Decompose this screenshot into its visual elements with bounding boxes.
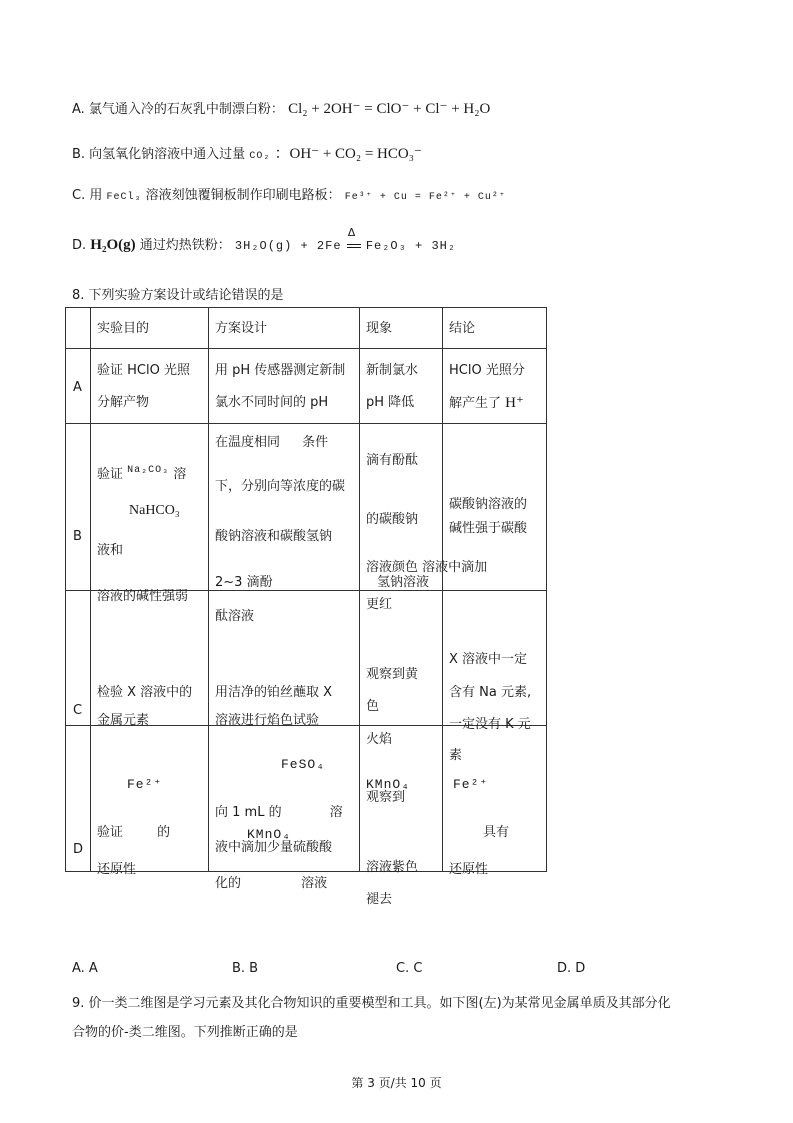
option-7c-fecl3: FeCl₃ [106,192,142,203]
row-c-phenomenon-3: 火焰 [366,732,393,747]
row-d-design-feso4: FeSO₄ [281,757,326,772]
row-b-purpose-1 [97,467,186,485]
row-a-conclusion-2-text: 解产生了 [449,396,502,411]
row-d-design-1a: 向 1 mL 的 [215,805,282,820]
row-a-purpose-2: 分解产物 [97,395,150,410]
row-a-phenomenon-2: pH 降低 [366,395,415,410]
row-b-purpose-solution: 溶 [173,467,187,482]
row-c-conclusion-4: 素 [449,748,463,763]
option-7b [72,142,422,163]
row-d-phenomenon-3: 褪去 [366,892,393,907]
row-c-label: C [73,703,83,718]
row-a-phenomenon-1: 新制氯水 [366,363,419,378]
row-d-design-4a: 化的 [215,876,242,891]
row-c-purpose-1: 检验 X 溶液中的 [97,685,193,700]
row-b-design-1a: 在温度相同 [215,435,281,450]
choice-c[interactable]: C. C [396,961,423,976]
option-7d-arrow [346,226,362,253]
row-b-phenomenon-2: 的碳酸钠 [366,512,419,527]
row-c-conclusion-2: 含有 Na 元素, [449,685,532,700]
row-d-label: D [73,842,84,857]
row-b-design-4: 酸钠溶液和碳酸氢钠 [215,529,333,544]
row-b-design-6: 酞溶液 [215,609,255,624]
row-d-design-4 [215,876,327,892]
row-b-label: B [73,529,82,544]
row-d-purpose-3: 还原性 [97,862,137,877]
option-7c-text: C. 用 [72,188,103,203]
row-b-phenomenon-5: 更红 [366,597,393,612]
header-phenomenon: 现象 [366,321,393,336]
row-a-conclusion-1: HClO 光照分 [449,363,525,378]
row-b-phenomenon-3: 溶液颜色 溶液中滴加 [366,560,488,575]
row-b-purpose-3: 液和 [97,543,124,558]
option-7d [72,226,457,254]
row-a-design-1: 用 pH 传感器测定新制 [215,363,346,378]
option-7b-text: B. 向氢氧化钠溶液中通入过量 [72,147,246,162]
option-7d-formula-right: Fe₂O₃ + 3H₂ [365,239,457,253]
option-7b-formula: ：OH⁻ + CO₂ = HCO₃⁻ [274,146,422,162]
option-7a-formula: Cl₂ + 2OH⁻ = ClO⁻ + Cl⁻ + H₂O [288,101,491,117]
row-b-phenomenon-4: 氢钠溶液 [377,575,430,590]
row-b-purpose-nahco3: NaHCO₃ [129,503,180,518]
option-7a [72,98,490,118]
choice-d[interactable]: D. D [557,961,586,976]
option-7a-text: A. 氯气通入冷的石灰乳中制漂白粉： [72,102,284,117]
page-footer: 第 3 页/共 10 页 [351,1076,442,1090]
option-7b-co2: CO₂ [249,151,271,162]
row-c-phenomenon-2: 色 [366,699,380,714]
row-d-design-1 [215,805,343,821]
option-7d-formula-left: 3H₂O(g) + 2Fe [234,239,342,253]
row-b-design-1 [215,435,328,451]
row-b-design-1b: 条件 [302,435,329,450]
delta-symbol: Δ [347,226,356,239]
row-d-purpose-verify: 验证 [97,825,124,840]
row-d-purpose-ion: Fe²⁺ [127,777,163,792]
question-9-line-1: 9. 价一类二维图是学习元素及其化合物知识的重要模型和工具。如下图(左)为某常见金属单质及其部分化 [72,996,671,1011]
row-d-conclusion-1: 具有 [483,825,510,840]
header-purpose: 实验目的 [97,321,150,336]
row-d-purpose-1 [97,825,170,841]
experiment-table [65,307,547,907]
row-d-phenomenon-1: 观察到 [366,790,406,805]
option-7d-prefix: D. [72,238,87,253]
row-d-conclusion-2: 还原性 [449,862,489,877]
option-7d-h2o: H₂O(g) [90,237,136,253]
choice-a[interactable]: A. A [72,961,98,976]
row-b-conclusion-2: 碱性强于碳酸 [449,521,528,536]
row-c-conclusion-3: 一定没有 K 元 [449,717,531,732]
option-7c-formula: Fe³⁺ + Cu = Fe²⁺ + Cu²⁺ [344,192,506,203]
row-d-phenomenon-kmno4: KMnO₄ [366,777,411,792]
row-c-design-1: 用洁净的铂丝蘸取 X [215,685,333,700]
row-b-design-3: 下，分别向等浓度的碳 [215,479,346,494]
row-b-design-5: 2~3 滴酚 [215,575,273,590]
row-d-purpose-of: 的 [157,825,171,840]
row-d-design-4b: 溶液 [301,876,328,891]
choice-b[interactable]: B. B [232,961,259,976]
row-c-purpose-2: 金属元素 [97,713,150,728]
option-7c-mid: 溶液刻蚀覆铜板制作印刷电路板： [145,188,341,203]
row-c-phenomenon-1: 观察到黄 [366,667,419,682]
row-a-label: A [73,380,82,395]
row-d-design-3: 液中滴加少量硫酸酸 [215,840,333,855]
header-design: 方案设计 [215,321,268,336]
row-b-purpose-na2co3: Na₂CO₃ [127,465,170,476]
row-b-conclusion-1: 碳酸钠溶液的 [449,497,528,512]
row-b-purpose-4: 溶液的碱性强弱 [97,589,189,604]
question-9-line-2: 合物的价-类二维图。下列推断正确的是 [72,1025,298,1040]
header-conclusion: 结论 [449,321,476,336]
equals-sign [347,244,361,248]
option-7d-text: 通过灼热铁粉： [139,238,231,253]
row-a-conclusion-ion: H⁺ [505,395,524,411]
question-8-stem: 8. 下列实验方案设计或结论错误的是 [72,288,284,303]
row-d-design-1b: 溶 [329,805,343,820]
row-a-purpose-1: 验证 HClO 光照 [97,363,190,378]
row-d-design-kmno4: KMnO₄ [247,827,292,842]
row-b-phenomenon-1: 滴有酚酞 [366,453,419,468]
row-c-conclusion-1: X 溶液中一定 [449,652,528,667]
option-7c [72,184,506,203]
row-a-design-2: 氯水不同时间的 pH [215,395,329,410]
row-b-purpose-verify: 验证 [97,467,124,482]
row-c-design-2: 溶液进行焰色试验 [215,713,320,728]
row-d-conclusion-ion: Fe²⁺ [453,777,489,792]
row-a-conclusion-2 [449,395,524,412]
row-d-phenomenon-2: 溶液紫色 [366,860,419,875]
